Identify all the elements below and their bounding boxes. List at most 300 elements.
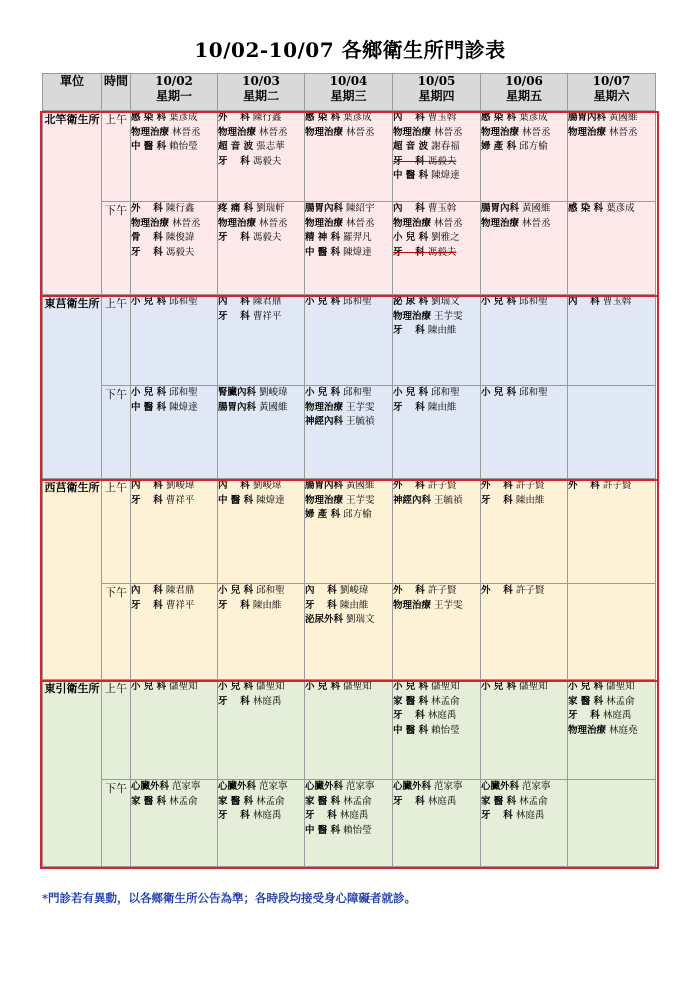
doctor-name: 馮毅夫 bbox=[165, 246, 195, 258]
header-day-6 bbox=[568, 74, 656, 111]
clinic-entry bbox=[393, 169, 480, 184]
clinic-entry bbox=[305, 780, 392, 795]
schedule-cell bbox=[568, 479, 656, 584]
header-weekday: 星期四 bbox=[418, 89, 455, 103]
header-row bbox=[43, 74, 656, 111]
clinic-entry bbox=[305, 246, 392, 261]
department: 牙 科 bbox=[131, 599, 163, 611]
clinic-entry bbox=[481, 217, 567, 232]
doctor-name: 曹玉斡 bbox=[602, 296, 632, 307]
doctor-name: 劉峻瑋 bbox=[165, 480, 195, 491]
department: 家 醫 科 bbox=[131, 795, 167, 807]
department: 中 醫 科 bbox=[131, 401, 167, 413]
doctor-name: 林晉丞 bbox=[346, 217, 375, 229]
clinic-entry bbox=[305, 479, 392, 494]
department: 小 兒 科 bbox=[393, 387, 429, 398]
clinic-entry bbox=[218, 140, 304, 155]
schedule-row bbox=[43, 111, 656, 202]
schedule-cell bbox=[568, 680, 656, 780]
doctor-name: 林晉丞 bbox=[259, 217, 288, 229]
department: 牙 科 bbox=[218, 232, 250, 244]
department: 物理治療 bbox=[218, 126, 257, 138]
clinic-entry bbox=[305, 508, 392, 523]
schedule-cell bbox=[218, 780, 305, 867]
clinic-entry bbox=[218, 401, 304, 416]
clinic-entry bbox=[393, 780, 480, 795]
clinic-entry bbox=[393, 494, 480, 509]
clinic-entry bbox=[218, 231, 304, 246]
department: 牙 科 bbox=[393, 155, 425, 167]
schedule-cell bbox=[305, 202, 393, 295]
department: 家 醫 科 bbox=[218, 795, 254, 807]
doctor-name: 邱和聖 bbox=[256, 585, 285, 596]
schedule-cell bbox=[305, 780, 393, 867]
schedule-cell bbox=[393, 111, 481, 202]
header-date: 10/03 bbox=[242, 74, 280, 88]
doctor-name: 許子賢 bbox=[515, 585, 545, 596]
clinic-entry bbox=[131, 111, 217, 126]
doctor-name: 儲聖知 bbox=[606, 681, 635, 692]
clinic-entry bbox=[305, 599, 392, 614]
doctor-name: 林晉丞 bbox=[259, 126, 288, 138]
doctor-name: 葉彥成 bbox=[343, 112, 372, 123]
clinic-entry bbox=[305, 126, 392, 141]
doctor-name: 王芋雯 bbox=[434, 310, 463, 322]
department: 小 兒 科 bbox=[131, 387, 167, 398]
department: 心臟外科 bbox=[305, 781, 344, 792]
doctor-name: 范家寧 bbox=[434, 781, 463, 792]
department: 小 兒 科 bbox=[481, 681, 517, 692]
header-day-2 bbox=[218, 74, 305, 111]
doctor-name: 王毓禎 bbox=[434, 494, 463, 506]
doctor-name: 邱和聖 bbox=[519, 296, 548, 307]
department: 物理治療 bbox=[305, 217, 344, 229]
clinic-entry bbox=[393, 202, 480, 217]
department: 中 醫 科 bbox=[131, 141, 167, 153]
schedule-cell bbox=[305, 479, 393, 584]
department: 物理治療 bbox=[131, 126, 170, 138]
schedule-cell bbox=[218, 680, 305, 780]
doctor-name: 儲聖知 bbox=[519, 681, 548, 692]
department: 牙 科 bbox=[568, 710, 600, 722]
clinic-entry bbox=[218, 479, 304, 494]
clinic-entry-cancelled bbox=[393, 155, 480, 170]
department: 神經內科 bbox=[305, 416, 344, 428]
doctor-name: 陳煒達 bbox=[256, 494, 285, 506]
clinic-entry bbox=[481, 126, 567, 141]
doctor-name: 林孟俞 bbox=[256, 795, 285, 807]
department: 內 科 bbox=[305, 585, 337, 596]
department: 牙 科 bbox=[218, 695, 250, 707]
department: 內 科 bbox=[131, 585, 163, 596]
clinic-entry bbox=[568, 295, 655, 310]
schedule-cell bbox=[131, 680, 218, 780]
schedule-cell bbox=[568, 295, 656, 386]
department: 牙 科 bbox=[218, 599, 250, 611]
clinic-entry bbox=[481, 386, 567, 401]
doctor-name: 王芋雯 bbox=[346, 401, 375, 413]
doctor-name: 儲聖知 bbox=[431, 681, 460, 692]
schedule-cell bbox=[218, 295, 305, 386]
doctor-name: 王芋雯 bbox=[346, 494, 375, 506]
header-date: 10/04 bbox=[329, 74, 368, 88]
clinic-entry bbox=[131, 202, 217, 217]
clinic-entry bbox=[568, 695, 655, 710]
doctor-name: 馮毅夫 bbox=[427, 155, 457, 167]
clinic-entry bbox=[305, 386, 392, 401]
department: 腸胃內科 bbox=[568, 112, 607, 123]
clinic-entry bbox=[481, 140, 567, 155]
schedule-cell bbox=[131, 295, 218, 386]
schedule-cell bbox=[568, 202, 656, 295]
schedule-cell bbox=[481, 295, 568, 386]
department: 腸胃內科 bbox=[481, 203, 520, 214]
department: 腸胃內科 bbox=[305, 203, 344, 214]
header-time: 時間 bbox=[102, 74, 131, 111]
clinic-entry bbox=[393, 709, 480, 724]
station-name: 東引衛生所 bbox=[43, 680, 102, 867]
clinic-entry bbox=[305, 111, 392, 126]
department: 物理治療 bbox=[131, 217, 170, 229]
doctor-name: 馮毅夫 bbox=[427, 246, 457, 258]
clinic-entry bbox=[305, 231, 392, 246]
schedule-cell bbox=[568, 386, 656, 479]
department: 小 兒 科 bbox=[568, 681, 604, 692]
clinic-entry bbox=[218, 155, 304, 170]
doctor-name: 謝春福 bbox=[431, 141, 460, 153]
schedule-cell bbox=[131, 386, 218, 479]
schedule-cell bbox=[481, 584, 568, 680]
doctor-name: 林孟俞 bbox=[519, 795, 548, 807]
doctor-name: 黃國維 bbox=[522, 203, 551, 214]
doctor-name: 邱和聖 bbox=[169, 296, 198, 307]
clinic-entry bbox=[568, 202, 655, 217]
doctor-name: 許子賢 bbox=[427, 480, 457, 491]
department: 外 科 bbox=[481, 480, 513, 491]
doctor-name: 黃國維 bbox=[346, 480, 375, 491]
schedule-cell bbox=[393, 780, 481, 867]
schedule-cell bbox=[568, 111, 656, 202]
doctor-name: 林晉丞 bbox=[609, 126, 638, 138]
doctor-name: 黃國維 bbox=[609, 112, 638, 123]
doctor-name: 邱和聖 bbox=[431, 387, 460, 398]
doctor-name: 陳由維 bbox=[427, 325, 457, 337]
clinic-entry bbox=[131, 126, 217, 141]
clinic-entry bbox=[568, 709, 655, 724]
schedule-cell bbox=[131, 479, 218, 584]
doctor-name: 賴怡瑩 bbox=[169, 141, 198, 153]
doctor-name: 劉峻瑋 bbox=[252, 480, 282, 491]
department: 中 醫 科 bbox=[393, 170, 429, 182]
doctor-name: 劉峻瑋 bbox=[339, 585, 369, 596]
session-time: 下午 bbox=[102, 584, 131, 680]
clinic-entry bbox=[481, 809, 567, 824]
doctor-name: 林晉丞 bbox=[346, 126, 375, 138]
header-day-4 bbox=[393, 74, 481, 111]
header-date: 10/07 bbox=[592, 74, 631, 88]
header-date: 10/06 bbox=[505, 74, 543, 88]
department: 中 醫 科 bbox=[305, 246, 341, 258]
page-title: 10/02-10/07 各鄉衛生所門診表 bbox=[194, 38, 506, 62]
department: 超 音 波 bbox=[393, 141, 429, 153]
header-day-3 bbox=[305, 74, 393, 111]
department: 內 科 bbox=[393, 203, 425, 214]
clinic-entry bbox=[218, 795, 304, 810]
schedule-row bbox=[43, 386, 656, 479]
clinic-entry bbox=[393, 584, 480, 599]
department: 骨 科 bbox=[131, 232, 163, 244]
doctor-name: 邱和聖 bbox=[343, 296, 372, 307]
clinic-entry bbox=[131, 680, 217, 695]
department: 中 醫 科 bbox=[305, 824, 341, 836]
clinic-entry bbox=[218, 111, 304, 126]
doctor-name: 林晉丞 bbox=[522, 217, 551, 229]
doctor-name: 邱和聖 bbox=[343, 387, 372, 398]
clinic-entry bbox=[218, 202, 304, 217]
doctor-name: 儲聖知 bbox=[256, 681, 285, 692]
doctor-name: 林晉丞 bbox=[522, 126, 551, 138]
station-name: 北竿衛生所 bbox=[43, 111, 102, 295]
doctor-name: 陳俊諱 bbox=[165, 232, 195, 244]
clinic-entry bbox=[568, 680, 655, 695]
doctor-name: 劉瑞軒 bbox=[256, 203, 285, 214]
doctor-name: 陳由維 bbox=[427, 401, 457, 413]
department: 物理治療 bbox=[393, 126, 432, 138]
department: 家 醫 科 bbox=[393, 695, 429, 707]
schedule-cell bbox=[568, 584, 656, 680]
clinic-entry bbox=[218, 780, 304, 795]
department: 小 兒 科 bbox=[218, 585, 254, 596]
header-weekday: 星期三 bbox=[330, 89, 367, 103]
clinic-entry bbox=[131, 231, 217, 246]
clinic-entry bbox=[131, 140, 217, 155]
doctor-name: 曹玉斡 bbox=[427, 203, 457, 214]
clinic-entry bbox=[218, 695, 304, 710]
schedule-cell bbox=[481, 479, 568, 584]
clinic-entry bbox=[393, 140, 480, 155]
header-date: 10/05 bbox=[417, 74, 456, 88]
department: 物理治療 bbox=[305, 494, 344, 506]
schedule-row bbox=[43, 680, 656, 780]
department: 外 科 bbox=[393, 585, 425, 596]
doctor-name: 陳由維 bbox=[339, 599, 369, 611]
doctor-name: 許子賢 bbox=[602, 480, 632, 491]
department: 牙 科 bbox=[305, 599, 337, 611]
schedule-cell bbox=[305, 111, 393, 202]
clinic-entry bbox=[393, 795, 480, 810]
department: 牙 科 bbox=[393, 325, 425, 337]
department: 內 科 bbox=[218, 480, 250, 491]
department: 牙 科 bbox=[305, 810, 337, 822]
department: 小 兒 科 bbox=[305, 681, 341, 692]
clinic-entry bbox=[568, 111, 655, 126]
clinic-entry bbox=[481, 295, 567, 310]
schedule-row bbox=[43, 202, 656, 295]
doctor-name: 王芋雯 bbox=[434, 599, 463, 611]
department: 婦 產 科 bbox=[305, 509, 341, 521]
schedule-cell bbox=[393, 584, 481, 680]
department: 外 科 bbox=[568, 480, 600, 491]
department: 牙 科 bbox=[131, 246, 163, 258]
doctor-name: 曹玉斡 bbox=[427, 112, 457, 123]
department: 內 科 bbox=[393, 112, 425, 123]
header-weekday: 星期一 bbox=[155, 89, 192, 103]
department: 心臟外科 bbox=[481, 781, 520, 792]
doctor-name: 陳由維 bbox=[515, 494, 545, 506]
department: 小 兒 科 bbox=[305, 387, 341, 398]
schedule-cell bbox=[131, 202, 218, 295]
schedule-cell bbox=[481, 680, 568, 780]
header-day-5 bbox=[481, 74, 568, 111]
clinic-entry bbox=[393, 111, 480, 126]
clinic-entry bbox=[393, 217, 480, 232]
session-time: 上午 bbox=[102, 295, 131, 386]
department: 神經內科 bbox=[393, 494, 432, 506]
schedule-cell bbox=[131, 584, 218, 680]
doctor-name: 林孟俞 bbox=[606, 695, 635, 707]
department: 牙 科 bbox=[393, 401, 425, 413]
clinic-entry bbox=[393, 695, 480, 710]
schedule-cell bbox=[481, 111, 568, 202]
department: 感 染 科 bbox=[305, 112, 341, 123]
doctor-name: 曹祥平 bbox=[165, 494, 195, 506]
doctor-name: 羅羿凡 bbox=[343, 232, 372, 244]
clinic-entry bbox=[568, 479, 655, 494]
doctor-name: 林庭禹 bbox=[515, 810, 545, 822]
department: 小 兒 科 bbox=[131, 681, 167, 692]
clinic-entry bbox=[131, 795, 217, 810]
department: 家 醫 科 bbox=[481, 795, 517, 807]
clinic-entry bbox=[218, 295, 304, 310]
doctor-name: 王毓禎 bbox=[346, 416, 375, 428]
clinic-entry bbox=[305, 217, 392, 232]
schedule-cell bbox=[393, 386, 481, 479]
department: 外 科 bbox=[131, 203, 163, 214]
schedule-cell bbox=[305, 295, 393, 386]
doctor-name: 林晉丞 bbox=[172, 126, 201, 138]
doctor-name: 陳行鑫 bbox=[165, 203, 195, 214]
clinic-entry bbox=[305, 401, 392, 416]
clinic-entry bbox=[305, 613, 392, 628]
doctor-name: 范家寧 bbox=[522, 781, 551, 792]
clinic-entry bbox=[131, 401, 217, 416]
clinic-entry bbox=[305, 795, 392, 810]
department: 牙 科 bbox=[218, 810, 250, 822]
doctor-name: 陳君鼎 bbox=[165, 585, 195, 596]
department: 中 醫 科 bbox=[218, 494, 254, 506]
clinic-entry bbox=[218, 599, 304, 614]
doctor-name: 邱和聖 bbox=[519, 387, 548, 398]
doctor-name: 林晉丞 bbox=[434, 126, 463, 138]
doctor-name: 陳煒達 bbox=[169, 401, 198, 413]
department: 腎臟內科 bbox=[218, 387, 257, 398]
header-day-1 bbox=[131, 74, 218, 111]
clinic-entry bbox=[481, 494, 567, 509]
department: 物理治療 bbox=[393, 310, 432, 322]
department: 小 兒 科 bbox=[393, 681, 429, 692]
clinic-schedule-table bbox=[42, 73, 656, 867]
doctor-name: 邱方榆 bbox=[519, 141, 548, 153]
schedule-cell bbox=[305, 584, 393, 680]
clinic-entry bbox=[305, 809, 392, 824]
department: 物理治療 bbox=[305, 401, 344, 413]
department: 精 神 科 bbox=[305, 232, 341, 244]
doctor-name: 陳煒達 bbox=[343, 246, 372, 258]
header-unit: 單位 bbox=[43, 74, 102, 111]
department: 牙 科 bbox=[393, 246, 425, 258]
department: 感 染 科 bbox=[131, 112, 167, 123]
department: 感 染 科 bbox=[568, 203, 604, 214]
clinic-entry bbox=[481, 795, 567, 810]
doctor-name: 賴怡瑩 bbox=[431, 724, 460, 736]
session-time: 上午 bbox=[102, 680, 131, 780]
clinic-entry bbox=[131, 217, 217, 232]
doctor-name: 劉瑞文 bbox=[346, 614, 375, 626]
schedule-cell bbox=[131, 111, 218, 202]
department: 心臟外科 bbox=[218, 781, 257, 792]
department: 泌 尿 科 bbox=[393, 296, 429, 307]
department: 腸胃內科 bbox=[218, 401, 257, 413]
doctor-name: 馮毅夫 bbox=[252, 232, 282, 244]
clinic-entry bbox=[218, 809, 304, 824]
header-weekday: 星期六 bbox=[593, 89, 630, 103]
doctor-name: 劉雅之 bbox=[431, 232, 460, 244]
schedule-row bbox=[43, 584, 656, 680]
department: 小 兒 科 bbox=[393, 232, 429, 244]
clinic-entry bbox=[131, 246, 217, 261]
clinic-entry bbox=[393, 231, 480, 246]
clinic-entry bbox=[218, 217, 304, 232]
clinic-entry bbox=[393, 599, 480, 614]
clinic-entry bbox=[393, 386, 480, 401]
department: 心臟外科 bbox=[393, 781, 432, 792]
schedule-cell bbox=[218, 202, 305, 295]
doctor-name: 陳煒達 bbox=[431, 170, 460, 182]
header-weekday: 星期五 bbox=[505, 89, 542, 103]
doctor-name: 林孟俞 bbox=[431, 695, 460, 707]
doctor-name: 葉彥成 bbox=[169, 112, 198, 123]
clinic-entry-cancelled bbox=[393, 246, 480, 261]
clinic-entry bbox=[131, 584, 217, 599]
clinic-entry bbox=[393, 126, 480, 141]
department: 物理治療 bbox=[481, 217, 520, 229]
department: 內 科 bbox=[568, 296, 600, 307]
doctor-name: 林庭禹 bbox=[339, 810, 369, 822]
clinic-entry bbox=[481, 202, 567, 217]
clinic-entry bbox=[131, 780, 217, 795]
department: 物理治療 bbox=[393, 599, 432, 611]
department: 小 兒 科 bbox=[131, 296, 167, 307]
schedule-cell bbox=[131, 780, 218, 867]
doctor-name: 曹祥平 bbox=[252, 310, 282, 322]
doctor-name: 林孟俞 bbox=[343, 795, 372, 807]
schedule-cell bbox=[393, 680, 481, 780]
session-time: 下午 bbox=[102, 386, 131, 479]
clinic-entry bbox=[481, 479, 567, 494]
clinic-entry bbox=[305, 415, 392, 430]
department: 牙 科 bbox=[218, 155, 250, 167]
doctor-name: 賴怡瑩 bbox=[343, 824, 372, 836]
schedule-cell bbox=[218, 111, 305, 202]
station-name: 西莒衛生所 bbox=[43, 479, 102, 680]
station-name: 東莒衛生所 bbox=[43, 295, 102, 479]
department: 感 染 科 bbox=[481, 112, 517, 123]
clinic-entry bbox=[218, 386, 304, 401]
clinic-entry bbox=[131, 494, 217, 509]
department: 牙 科 bbox=[393, 795, 425, 807]
doctor-name: 林庭禹 bbox=[252, 810, 282, 822]
clinic-entry bbox=[393, 324, 480, 339]
